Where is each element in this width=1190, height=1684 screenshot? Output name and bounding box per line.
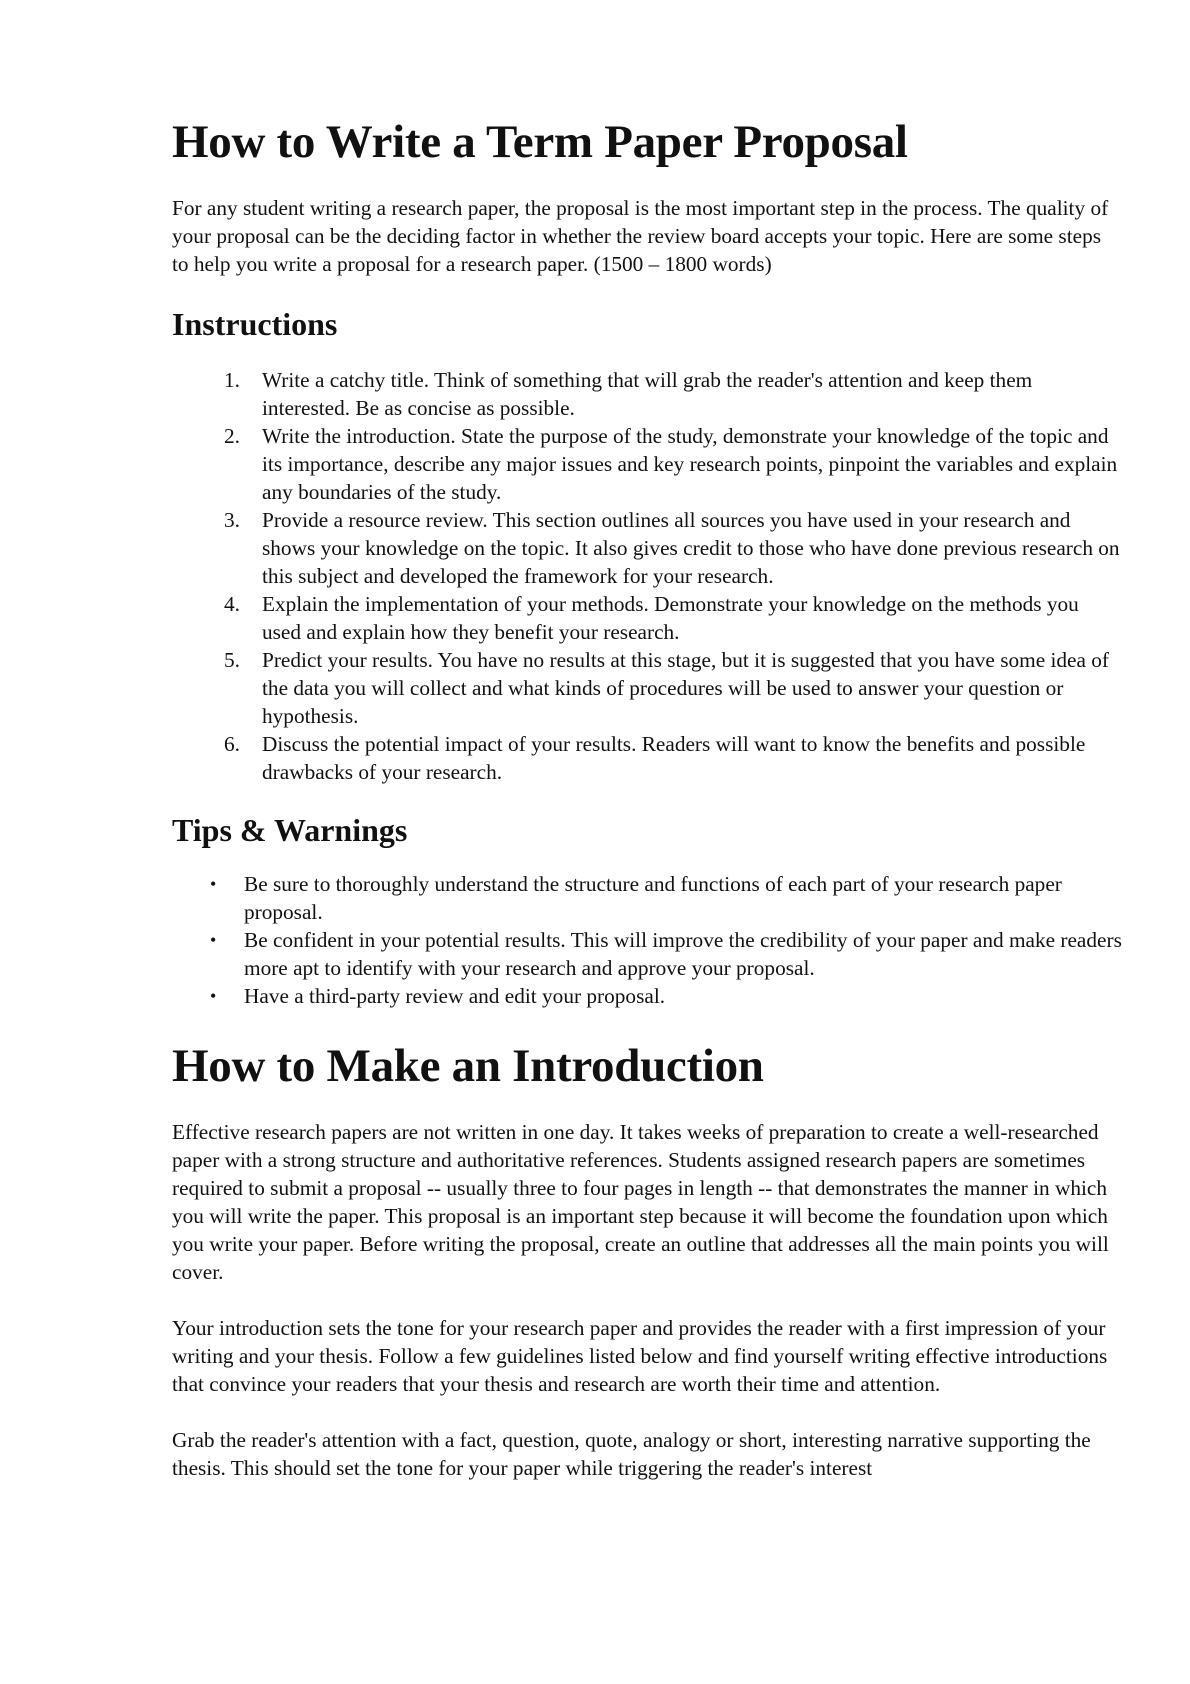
list-item xyxy=(172,422,1122,506)
body-paragraph: Your introduction sets the tone for your research paper and provides the reader with a first impression of your writing and your thesis. Follow a few guidelines listed below and find yourself writing effective introductions that convince your readers that your thesis and research are worth their time and attention. xyxy=(172,1316,1108,1396)
tips-heading: Tips & Warnings xyxy=(172,812,408,848)
list-item-text: Be confident in your potential results. This will improve the credibility of your paper and make readers more apt to identify with your research and approve your proposal. xyxy=(244,928,1122,980)
list-item xyxy=(172,590,1122,646)
list-item-text: Predict your results. You have no results at this stage, but it is suggested that you have some idea of the data you will collect and what kinds of procedures will be used to answer your question or hypothesis. xyxy=(262,648,1110,728)
list-item-number: 1. xyxy=(224,368,240,392)
instructions-heading: Instructions xyxy=(172,306,338,342)
list-item-number: 2. xyxy=(224,424,240,448)
list-item-number: 5. xyxy=(224,648,240,672)
list-item xyxy=(172,982,1122,1010)
list-item xyxy=(172,926,1122,982)
list-item xyxy=(172,506,1122,590)
list-item-text: Write the introduction. State the purpose of the study, demonstrate your knowledge of the topic and its importance, describe any major issues and key research points, pinpoint the variables and explain any boundaries of the study. xyxy=(262,424,1118,504)
list-item-text: Discuss the potential impact of your results. Readers will want to know the benefits and possible drawbacks of your research. xyxy=(262,732,1086,784)
body-paragraph: Grab the reader's attention with a fact, question, quote, analogy or short, interesting narrative supporting the thesis. This should set the tone for your paper while triggering the reader's interest xyxy=(172,1428,1091,1480)
body-paragraph: Effective research papers are not written in one day. It takes weeks of preparation to create a well-researched paper with a strong structure and authoritative references. Students assigned research papers are sometimes required to submit a proposal -- usually three to four pages in length -- that demonstrates the manner in which you will write the paper. This proposal is an important step because it will become the foundation upon which you write your paper. Before writing the proposal, create an outline that addresses all the main points you will cover. xyxy=(172,1120,1109,1284)
document-page xyxy=(172,112,1122,1510)
bullet-icon: • xyxy=(210,986,217,1006)
list-item-text: Be sure to thoroughly understand the structure and functions of each part of your research paper proposal. xyxy=(244,872,1062,924)
section-title: How to Make an Introduction xyxy=(172,1040,764,1092)
bullet-icon: • xyxy=(210,874,217,894)
list-item xyxy=(172,646,1122,730)
list-item xyxy=(172,730,1122,786)
list-item-text: Have a third-party review and edit your proposal. xyxy=(244,984,666,1008)
list-item xyxy=(172,870,1122,926)
list-item xyxy=(172,366,1122,422)
list-item-number: 3. xyxy=(224,508,240,532)
page-title: How to Write a Term Paper Proposal xyxy=(172,116,908,168)
list-item-text: Write a catchy title. Think of something that will grab the reader's attention and keep them interested. Be as concise as possible. xyxy=(262,368,1033,420)
list-item-text: Explain the implementation of your methods. Demonstrate your knowledge on the methods you used and explain how they benefit your research. xyxy=(262,592,1079,644)
instructions-list xyxy=(172,366,1122,786)
list-item-text: Provide a resource review. This section outlines all sources you have used in your research and shows your knowledge on the topic. It also gives credit to those who have done previous research on this subject and developed the framework for your research. xyxy=(262,508,1120,588)
tips-list xyxy=(172,870,1122,1010)
bullet-icon: • xyxy=(210,930,217,950)
intro-paragraph: For any student writing a research paper, the proposal is the most important step in the process. The quality of your proposal can be the deciding factor in whether the review board accepts your topic. Here are some steps to help you write a proposal for a research paper. (1500 – 1800 words) xyxy=(172,196,1109,276)
list-item-number: 4. xyxy=(224,592,240,616)
list-item-number: 6. xyxy=(224,732,240,756)
